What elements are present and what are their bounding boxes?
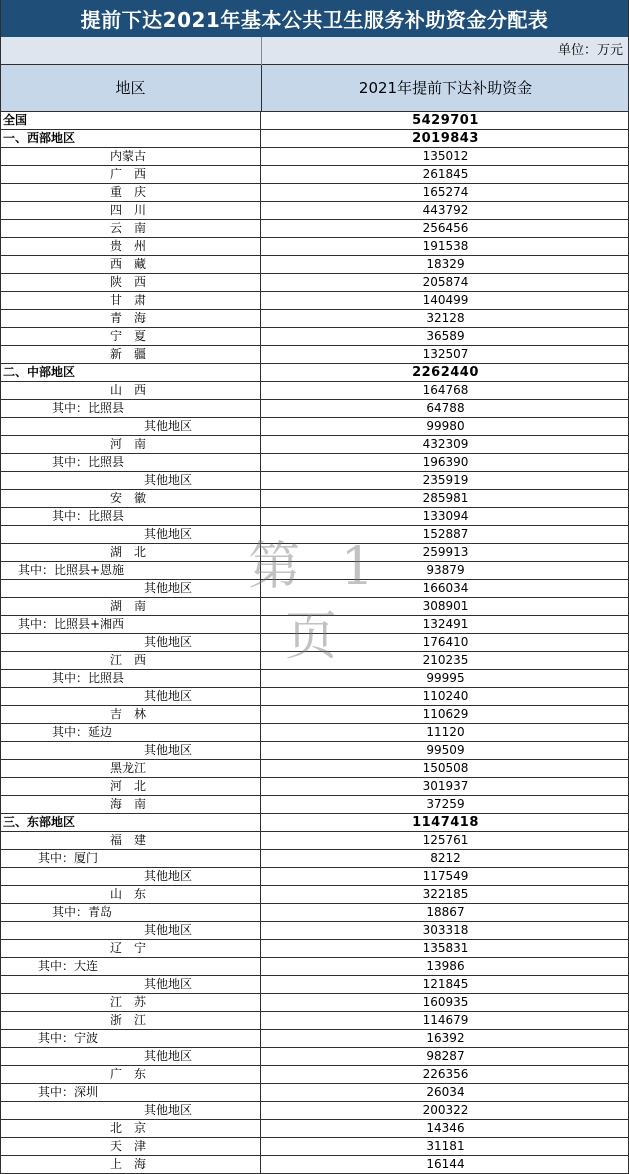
amount-cell: 443792 xyxy=(422,203,469,217)
amount-cell: 259913 xyxy=(422,545,469,559)
region-cell: 新 疆 xyxy=(0,346,261,363)
table-row xyxy=(0,940,629,958)
table-row xyxy=(0,1012,629,1030)
region-cell: 其他地区 xyxy=(0,1048,261,1065)
region-cell: 其他地区 xyxy=(0,580,261,597)
region-cell: 四 川 xyxy=(0,202,261,219)
region-cell: 其他地区 xyxy=(0,922,261,939)
amount-cell: 285981 xyxy=(422,491,469,505)
table-row xyxy=(0,346,629,364)
region-cell: 三、东部地区 xyxy=(0,814,261,831)
region-cell: 河 南 xyxy=(0,436,261,453)
amount-cell: 16144 xyxy=(426,1157,465,1171)
region-cell: 北 京 xyxy=(0,1120,261,1137)
amount-cell: 135012 xyxy=(422,149,469,163)
amount-cell: 99980 xyxy=(426,419,465,433)
amount-cell: 14346 xyxy=(426,1121,465,1135)
table-row xyxy=(0,490,629,508)
header-region: 地区 xyxy=(115,79,146,97)
table-row xyxy=(0,382,629,400)
amount-cell: 191538 xyxy=(422,239,469,253)
amount-cell: 32128 xyxy=(426,311,465,325)
table-row xyxy=(0,1084,629,1102)
amount-cell: 99509 xyxy=(426,743,465,757)
table-row xyxy=(0,202,629,220)
page-title: 提前下达2021年基本公共卫生服务补助资金分配表 xyxy=(0,0,629,37)
column-divider xyxy=(261,37,262,65)
region-cell: 其中：青岛 xyxy=(0,904,261,921)
region-cell: 福 建 xyxy=(0,832,261,849)
amount-cell: 150508 xyxy=(422,761,469,775)
table-row xyxy=(0,148,629,166)
amount-cell: 303318 xyxy=(422,923,469,937)
amount-cell: 132491 xyxy=(422,617,469,631)
region-cell: 广 东 xyxy=(0,1066,261,1083)
table-header xyxy=(0,65,629,112)
table-row xyxy=(0,706,629,724)
unit-label: 单位：万元 xyxy=(557,43,623,58)
amount-cell: 160935 xyxy=(422,995,469,1009)
amount-cell: 210235 xyxy=(422,653,469,667)
table-row xyxy=(0,328,629,346)
region-cell: 其他地区 xyxy=(0,1102,261,1119)
table-row xyxy=(0,274,629,292)
amount-cell: 8212 xyxy=(430,851,461,865)
region-cell: 其他地区 xyxy=(0,742,261,759)
region-cell: 其他地区 xyxy=(0,868,261,885)
region-cell: 其中：厦门 xyxy=(0,850,261,867)
amount-cell: 18867 xyxy=(426,905,465,919)
table-row xyxy=(0,850,629,868)
amount-cell: 31181 xyxy=(426,1139,465,1153)
amount-cell: 117549 xyxy=(422,869,469,883)
table-row xyxy=(0,976,629,994)
table-row xyxy=(0,166,629,184)
region-cell: 河 北 xyxy=(0,778,261,795)
table-row xyxy=(0,814,629,832)
table-row xyxy=(0,472,629,490)
region-cell: 吉 林 xyxy=(0,706,261,723)
amount-cell: 135831 xyxy=(422,941,469,955)
table-row xyxy=(0,1030,629,1048)
amount-cell: 2262440 xyxy=(412,365,479,380)
table-row xyxy=(0,292,629,310)
table-row xyxy=(0,310,629,328)
amount-cell: 256456 xyxy=(422,221,469,235)
amount-cell: 132507 xyxy=(422,347,469,361)
region-cell: 其他地区 xyxy=(0,418,261,435)
table-row xyxy=(0,958,629,976)
table-row xyxy=(0,436,629,454)
table-row xyxy=(0,256,629,274)
table-row xyxy=(0,670,629,688)
table-row xyxy=(0,1138,629,1156)
table-row xyxy=(0,796,629,814)
region-cell: 其他地区 xyxy=(0,634,261,651)
table-row xyxy=(0,184,629,202)
table-row xyxy=(0,994,629,1012)
region-cell: 其他地区 xyxy=(0,526,261,543)
table-row xyxy=(0,1102,629,1120)
table-row xyxy=(0,868,629,886)
region-cell: 其中：比照县+恩施 xyxy=(0,562,261,579)
table-row xyxy=(0,778,629,796)
amount-cell: 110240 xyxy=(422,689,469,703)
amount-cell: 235919 xyxy=(422,473,469,487)
table-row xyxy=(0,760,629,778)
amount-cell: 152887 xyxy=(422,527,469,541)
amount-cell: 176410 xyxy=(422,635,469,649)
region-cell: 其他地区 xyxy=(0,976,261,993)
table-row xyxy=(0,238,629,256)
region-cell: 重 庆 xyxy=(0,184,261,201)
region-cell: 其中：大连 xyxy=(0,958,261,975)
amount-cell: 64788 xyxy=(426,401,465,415)
amount-cell: 13986 xyxy=(426,959,465,973)
region-cell: 黑龙江 xyxy=(0,760,261,777)
table-row xyxy=(0,688,629,706)
table-row xyxy=(0,1066,629,1084)
amount-cell: 5429701 xyxy=(412,113,479,128)
amount-cell: 322185 xyxy=(422,887,469,901)
region-cell: 其中：比照县 xyxy=(0,400,261,417)
region-cell: 云 南 xyxy=(0,220,261,237)
amount-cell: 165274 xyxy=(422,185,469,199)
table-row xyxy=(0,454,629,472)
region-cell: 贵 州 xyxy=(0,238,261,255)
region-cell: 辽 宁 xyxy=(0,940,261,957)
region-cell: 山 东 xyxy=(0,886,261,903)
region-cell: 西 藏 xyxy=(0,256,261,273)
amount-cell: 200322 xyxy=(422,1103,469,1117)
region-cell: 二、中部地区 xyxy=(0,364,261,381)
region-cell: 浙 江 xyxy=(0,1012,261,1029)
amount-cell: 36589 xyxy=(426,329,465,343)
amount-cell: 26034 xyxy=(426,1085,465,1099)
amount-cell: 98287 xyxy=(426,1049,465,1063)
region-cell: 其他地区 xyxy=(0,688,261,705)
amount-cell: 1147418 xyxy=(412,815,479,830)
region-cell: 其中：延边 xyxy=(0,724,261,741)
amount-cell: 205874 xyxy=(422,275,469,289)
table-row xyxy=(0,418,629,436)
region-cell: 其中：宁波 xyxy=(0,1030,261,1047)
amount-cell: 261845 xyxy=(422,167,469,181)
table-row xyxy=(0,886,629,904)
amount-cell: 37259 xyxy=(426,797,465,811)
amount-cell: 110629 xyxy=(422,707,469,721)
region-cell: 陕 西 xyxy=(0,274,261,291)
amount-cell: 18329 xyxy=(426,257,465,271)
table-row xyxy=(0,1120,629,1138)
table-row xyxy=(0,112,629,130)
region-cell: 广 西 xyxy=(0,166,261,183)
amount-cell: 93879 xyxy=(426,563,465,577)
region-cell: 其他地区 xyxy=(0,472,261,489)
page-watermark: 第 1 页 xyxy=(248,537,386,667)
region-cell: 宁 夏 xyxy=(0,328,261,345)
amount-cell: 11120 xyxy=(426,725,465,739)
amount-cell: 16392 xyxy=(426,1031,465,1045)
region-cell: 内蒙古 xyxy=(0,148,261,165)
table-row xyxy=(0,220,629,238)
amount-cell: 226356 xyxy=(422,1067,469,1081)
table-row xyxy=(0,1048,629,1066)
region-cell: 其中：深圳 xyxy=(0,1084,261,1101)
region-cell: 山 西 xyxy=(0,382,261,399)
amount-cell: 432309 xyxy=(422,437,469,451)
region-cell: 甘 肃 xyxy=(0,292,261,309)
region-cell: 江 苏 xyxy=(0,994,261,1011)
table-row xyxy=(0,742,629,760)
region-cell: 青 海 xyxy=(0,310,261,327)
table-row xyxy=(0,364,629,382)
table-row xyxy=(0,1156,629,1174)
table-row xyxy=(0,724,629,742)
table-row xyxy=(0,130,629,148)
region-cell: 湖 南 xyxy=(0,598,261,615)
region-cell: 其中：比照县 xyxy=(0,508,261,525)
region-cell: 安 徽 xyxy=(0,490,261,507)
amount-cell: 2019843 xyxy=(412,131,479,146)
region-cell: 海 南 xyxy=(0,796,261,813)
table-row xyxy=(0,904,629,922)
amount-cell: 308901 xyxy=(422,599,469,613)
region-cell: 湖 北 xyxy=(0,544,261,561)
region-cell: 天 津 xyxy=(0,1138,261,1155)
table-row xyxy=(0,832,629,850)
table-row xyxy=(0,508,629,526)
header-amount: 2021年提前下达补助资金 xyxy=(358,79,533,97)
region-cell: 其中：比照县 xyxy=(0,454,261,471)
amount-cell: 121845 xyxy=(422,977,469,991)
region-cell: 其中：比照县 xyxy=(0,670,261,687)
amount-cell: 164768 xyxy=(422,383,469,397)
table-row xyxy=(0,400,629,418)
amount-cell: 133094 xyxy=(422,509,469,523)
region-cell: 上 海 xyxy=(0,1156,261,1173)
amount-cell: 196390 xyxy=(422,455,469,469)
amount-cell: 166034 xyxy=(422,581,469,595)
region-cell: 江 西 xyxy=(0,652,261,669)
amount-cell: 140499 xyxy=(422,293,469,307)
amount-cell: 301937 xyxy=(422,779,469,793)
region-cell: 一、西部地区 xyxy=(0,130,261,147)
amount-cell: 99995 xyxy=(426,671,465,685)
table-row xyxy=(0,922,629,940)
region-cell: 全国 xyxy=(0,112,261,129)
amount-cell: 114679 xyxy=(422,1013,469,1027)
region-cell: 其中：比照县+湘西 xyxy=(0,616,261,633)
unit-bar xyxy=(0,37,629,65)
amount-cell: 125761 xyxy=(422,833,469,847)
